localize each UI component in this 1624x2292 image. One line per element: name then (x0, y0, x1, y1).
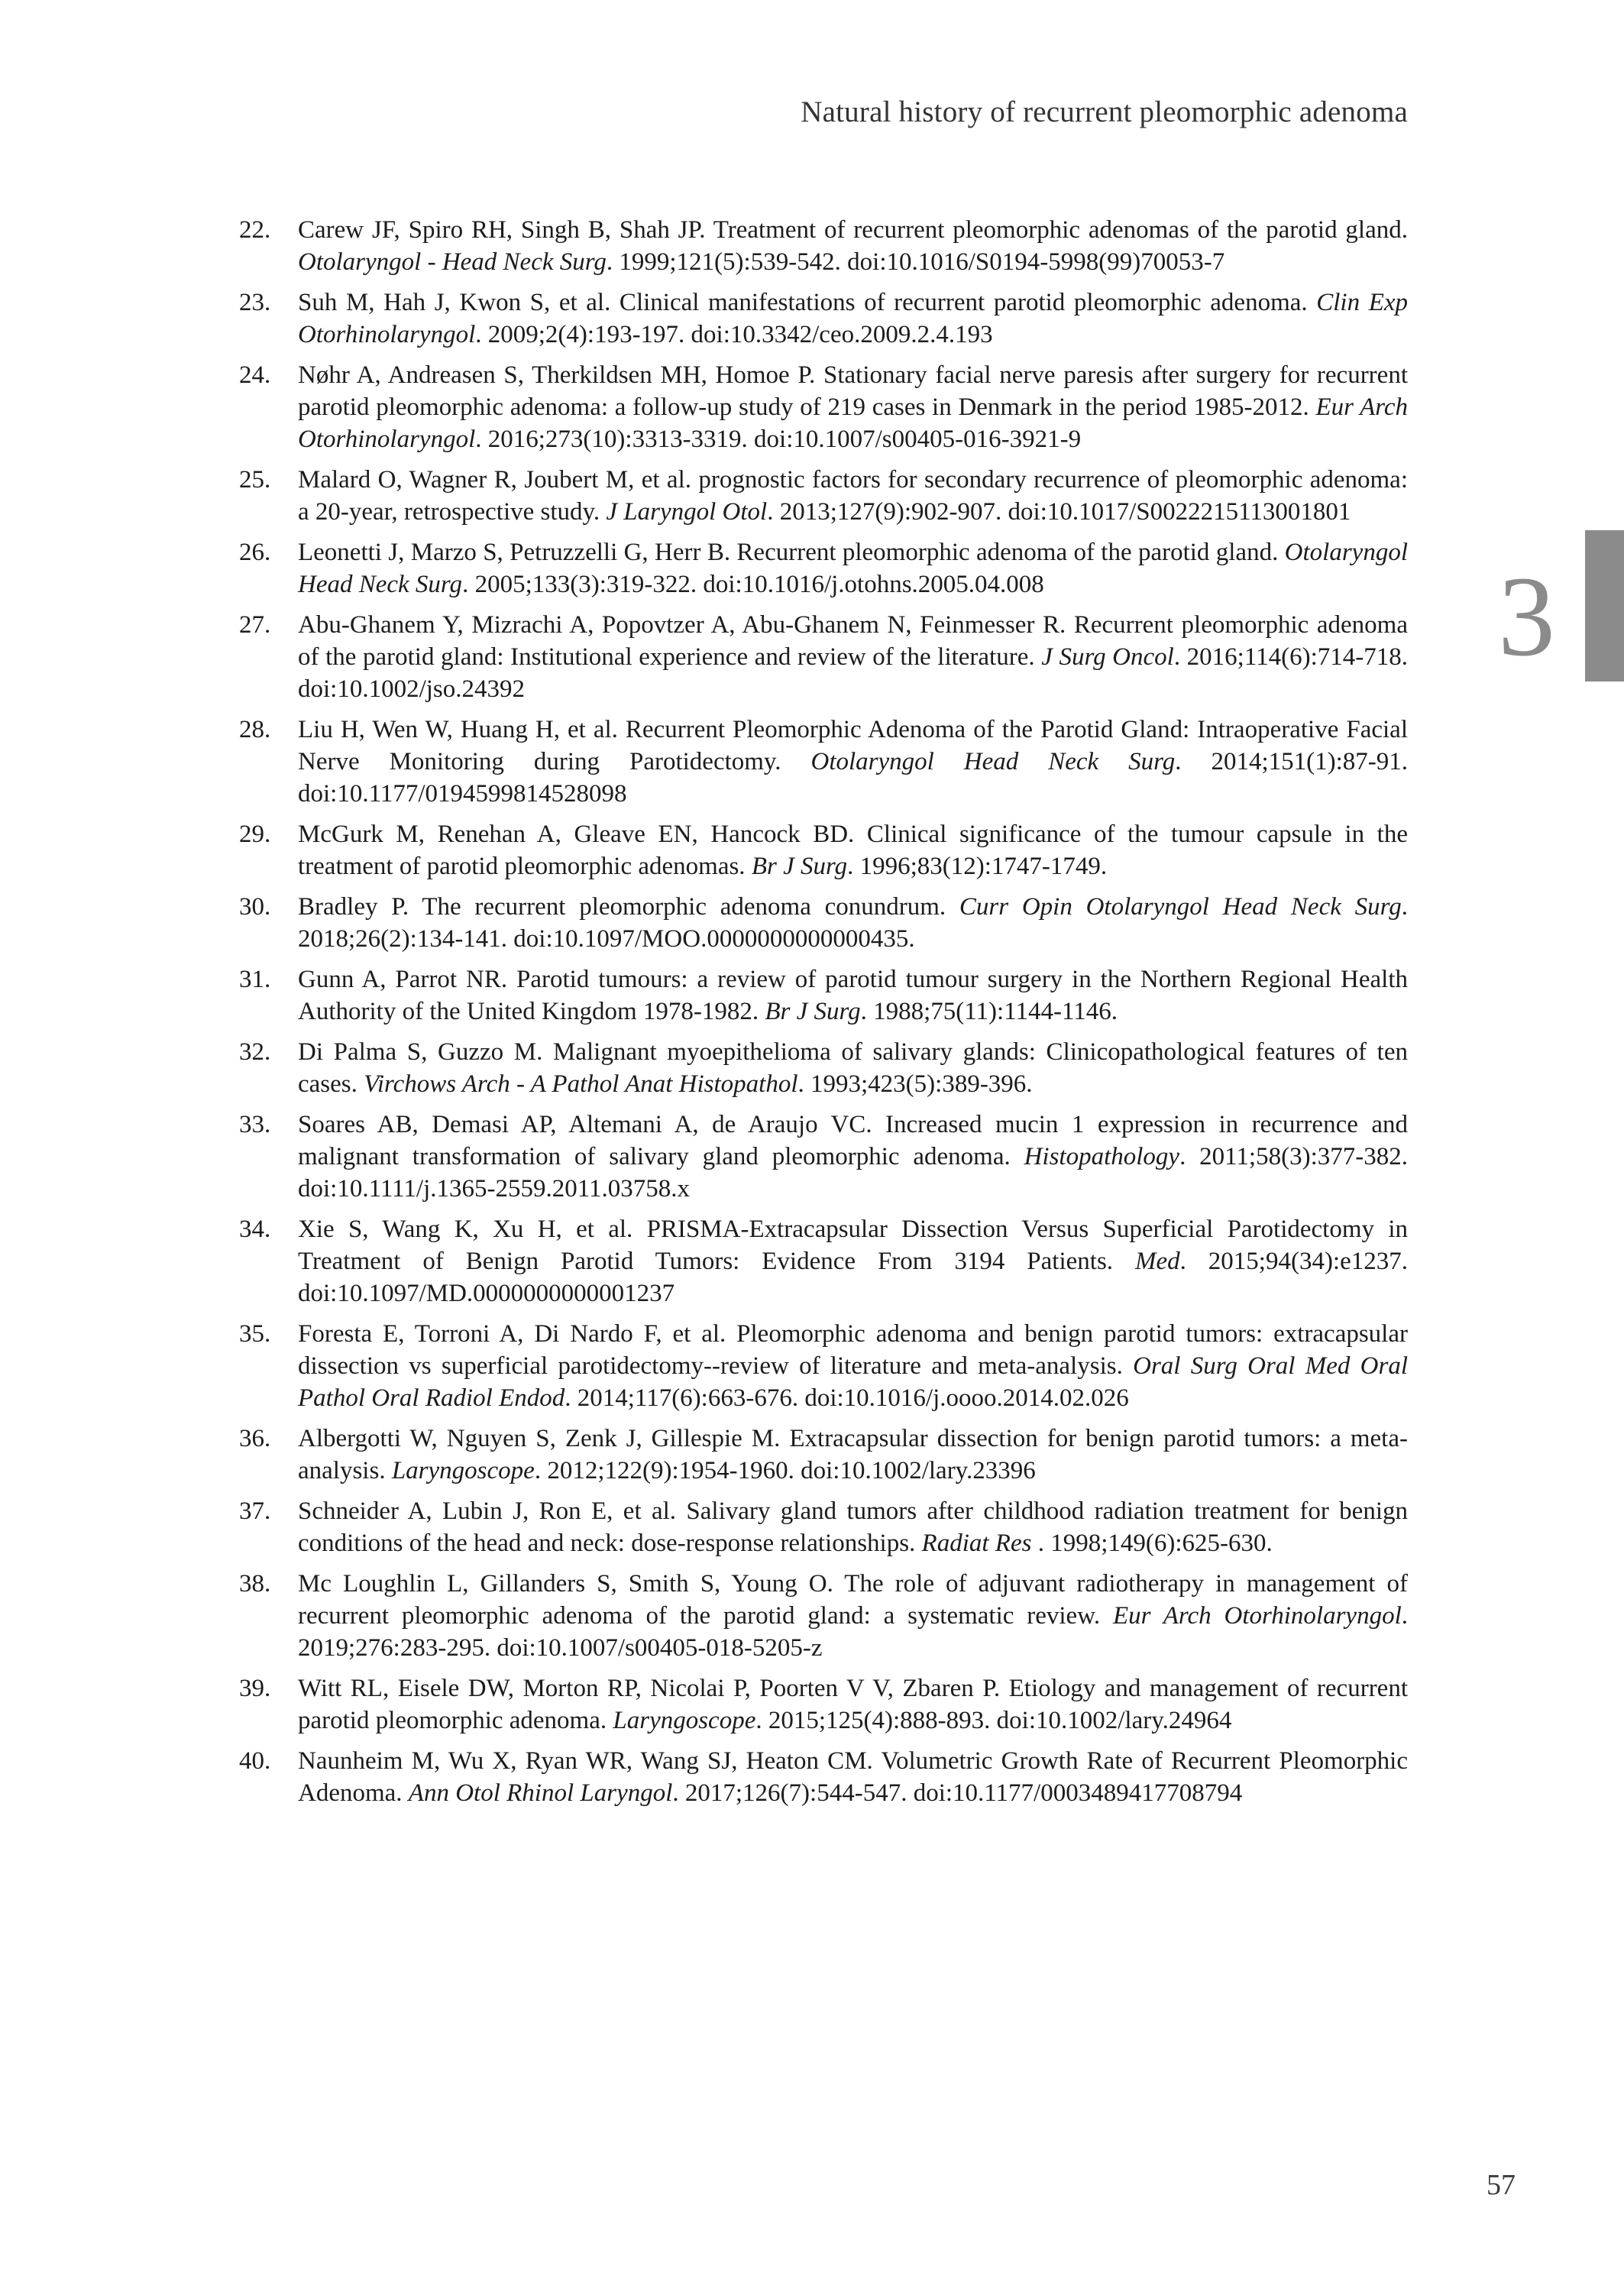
reference-item (239, 963, 1408, 1028)
reference-item (239, 1423, 1408, 1487)
reference-item (239, 1213, 1408, 1309)
reference-text: Leonetti J, Marzo S, Petruzzelli G, Herr B. Recurrent pleomorphic adenoma of the parotid gland. Otolaryngol Head Neck Surg. 2005;133(3):319-322. doi:10.1016/j.otohns.2005.04.008 (298, 539, 1408, 598)
reference-item (239, 714, 1408, 810)
reference-text: Malard O, Wagner R, Joubert M, et al. prognostic factors for secondary recurrence of pleomorphic adenoma: a 20-year, retrospective study. J Laryngol Otol. 2013;127(9):902-907. doi:10.1017/S0022215113001801 (298, 466, 1408, 526)
reference-text: Abu-Ghanem Y, Mizrachi A, Popovtzer A, Abu-Ghanem N, Feinmesser R. Recurrent pleomorphic adenoma of the parotid gland: Institutional experience and review of the literature. J Surg Oncol. 2016;114(6):714-718. doi:10.1002/jso.24392 (298, 611, 1408, 703)
reference-text: Soares AB, Demasi AP, Altemani A, de Araujo VC. Increased mucin 1 expression in recurrence and malignant transformation of salivary gland pleomorphic adenoma. Histopathology. 2011;58(3):377-382. doi:10.1111/j.1365-2559.2011.03758.x (298, 1111, 1408, 1203)
reference-item (239, 1109, 1408, 1205)
reference-text: Di Palma S, Guzzo M. Malignant myoepithelioma of salivary glands: Clinicopathological features of ten cases. Virchows Arch - A Pathol Anat Histopathol. 1993;423(5):389-396. (298, 1038, 1408, 1098)
reference-text: Bradley P. The recurrent pleomorphic adenoma conundrum. Curr Opin Otolaryngol Head Neck Surg. 2018;26(2):134-141. doi:10.1097/MOO.0000000000000435. (298, 893, 1408, 953)
reference-number: 38. (239, 1570, 271, 1598)
reference-text: Liu H, Wen W, Huang H, et al. Recurrent Pleomorphic Adenoma of the Parotid Gland: Intraoperative Facial Nerve Monitoring during Parotidectomy. Otolaryngol Head Neck Surg. 2014;151(1):87-91. doi:10.1177/0194599814528098 (298, 716, 1408, 808)
reference-text: Schneider A, Lubin J, Ron E, et al. Salivary gland tumors after childhood radiation treatment for benign conditions of the head and neck: dose-response relationships. Radiat Res . 1998;149(6):625-630. (298, 1497, 1408, 1557)
reference-text: Nøhr A, Andreasen S, Therkildsen MH, Homoe P. Stationary facial nerve paresis after surgery for recurrent parotid pleomorphic adenoma: a follow-up study of 219 cases in Denmark in the period 1985-2012. Eur Arch Otorhinolaryngol. 2016;273(10):3313-3319. doi:10.1007/s00405-016-3921-9 (298, 361, 1408, 453)
reference-item (239, 1036, 1408, 1100)
reference-number: 34. (239, 1216, 271, 1243)
reference-text: Naunheim M, Wu X, Ryan WR, Wang SJ, Heaton CM. Volumetric Growth Rate of Recurrent Pleomorphic Adenoma. Ann Otol Rhinol Laryngol. 2017;126(7):544-547. doi:10.1177/0003489417708794 (298, 1747, 1408, 1807)
reference-item (239, 1318, 1408, 1414)
reference-item (239, 1495, 1408, 1559)
reference-number: 24. (239, 361, 271, 389)
reference-number: 33. (239, 1111, 271, 1138)
reference-number: 26. (239, 539, 271, 566)
reference-number: 22. (239, 216, 271, 244)
reference-number: 25. (239, 466, 271, 494)
reference-item (239, 609, 1408, 705)
reference-item (239, 1568, 1408, 1664)
reference-text: Carew JF, Spiro RH, Singh B, Shah JP. Treatment of recurrent pleomorphic adenomas of the parotid gland. Otolaryngol - Head Neck Surg. 1999;121(5):539-542. doi:10.1016/S0194-5998(99)70053-7 (298, 216, 1408, 276)
reference-number: 23. (239, 289, 271, 316)
running-title: Natural history of recurrent pleomorphic adenoma (801, 96, 1408, 128)
reference-item (239, 536, 1408, 601)
reference-text: Albergotti W, Nguyen S, Zenk J, Gillespie M. Extracapsular dissection for benign parotid tumors: a meta-analysis. Laryngoscope. 2012;122(9):1954-1960. doi:10.1002/lary.23396 (298, 1425, 1408, 1484)
reference-item (239, 214, 1408, 278)
reference-text: Gunn A, Parrot NR. Parotid tumours: a review of parotid tumour surgery in the Northern Regional Health Authority of the United Kingdom 1978-1982. Br J Surg. 1988;75(11):1144-1146. (298, 966, 1408, 1025)
reference-list (239, 214, 1408, 1818)
reference-text: Witt RL, Eisele DW, Morton RP, Nicolai P, Poorten V V, Zbaren P. Etiology and management of recurrent parotid pleomorphic adenoma. Laryngoscope. 2015;125(4):888-893. doi:10.1002/lary.24964 (298, 1675, 1408, 1734)
reference-number: 29. (239, 821, 271, 848)
reference-text: McGurk M, Renehan A, Gleave EN, Hancock BD. Clinical significance of the tumour capsule in the treatment of parotid pleomorphic adenomas. Br J Surg. 1996;83(12):1747-1749. (298, 821, 1408, 880)
reference-item (239, 891, 1408, 955)
reference-item (239, 1745, 1408, 1809)
reference-text: Xie S, Wang K, Xu H, et al. PRISMA-Extracapsular Dissection Versus Superficial Parotidectomy in Treatment of Benign Parotid Tumors: Evidence From 3194 Patients. Med. 2015;94(34):e1237. doi:10.1097/MD.0000000000001237 (298, 1216, 1408, 1307)
reference-item (239, 359, 1408, 455)
reference-text: Foresta E, Torroni A, Di Nardo F, et al. Pleomorphic adenoma and benign parotid tumors: extracapsular dissection vs superficial parotidectomy--review of literature and meta-analysis. Oral Surg Oral Med Oral Pathol Oral Radiol Endod. 2014;117(6):663-676. doi:10.1016/j.oooo.2014.02.026 (298, 1320, 1409, 1412)
chapter-number: 3 (1498, 553, 1555, 680)
reference-number: 39. (239, 1675, 271, 1702)
reference-item (239, 464, 1408, 528)
reference-number: 30. (239, 893, 271, 921)
page-number: 57 (1487, 2169, 1516, 2201)
reference-text: Suh M, Hah J, Kwon S, et al. Clinical manifestations of recurrent parotid pleomorphic adenoma. Clin Exp Otorhinolaryngol. 2009;2(4):193-197. doi:10.3342/ceo.2009.2.4.193 (298, 289, 1408, 348)
reference-number: 37. (239, 1497, 271, 1525)
reference-text: Mc Loughlin L, Gillanders S, Smith S, Young O. The role of adjuvant radiotherapy in management of recurrent pleomorphic adenoma of the parotid gland: a systematic review. Eur Arch Otorhinolaryngol. 2019;276:283-295. doi:10.1007/s00405-018-5205-z (298, 1570, 1408, 1662)
reference-number: 28. (239, 716, 271, 743)
reference-number: 35. (239, 1320, 271, 1348)
reference-item (239, 818, 1408, 882)
reference-item (239, 286, 1408, 351)
reference-number: 27. (239, 611, 271, 639)
reference-number: 36. (239, 1425, 271, 1452)
reference-number: 31. (239, 966, 271, 993)
chapter-tab (1585, 530, 1624, 681)
reference-item (239, 1672, 1408, 1737)
reference-number: 32. (239, 1038, 271, 1066)
reference-number: 40. (239, 1747, 271, 1775)
